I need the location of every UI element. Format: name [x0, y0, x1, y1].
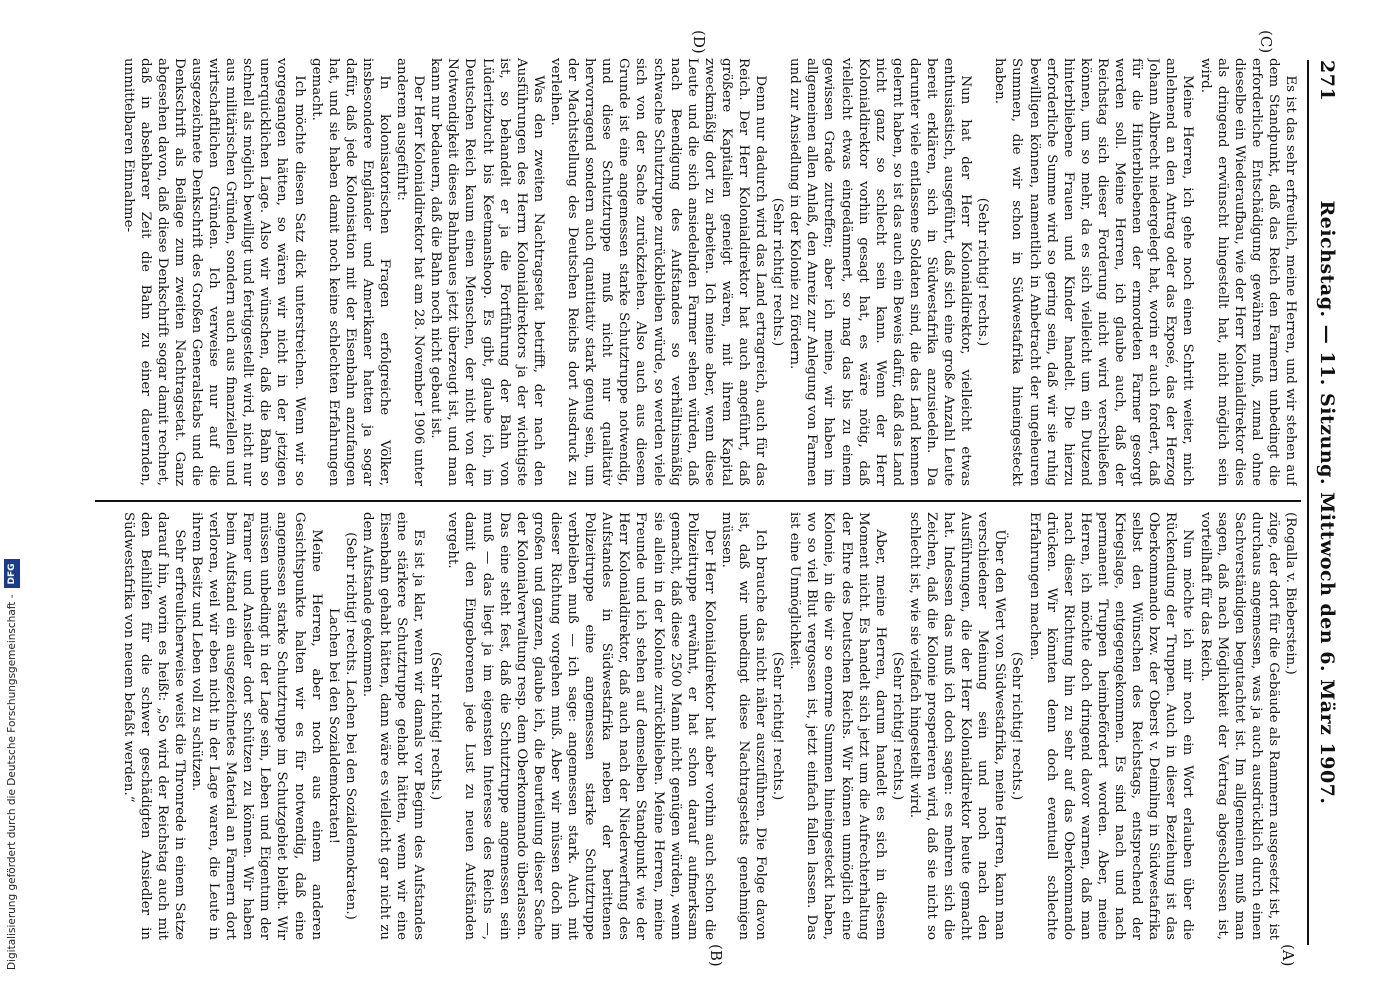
interjection: (Sehr richtig! rechts.)	[428, 651, 444, 801]
paragraph: Der Herr Kolonialdirektor hat am 28. November 1906 unter anderem ausgeführt:	[394, 58, 427, 486]
page-number: 271	[1316, 60, 1338, 102]
paragraph: Nun möchte ich mir noch ein Wort erlauben über die Rückendung der Truppen. Auch in dieser Beziehung ist das Oberkommando bzw. der Oberst v. Deimling in Südwestafrika selbst den Wünschen des Reichstags, entsprechend der Kriegslage, entgegengekommen. Es sind nach und nach permanent Truppen heimbefördert worden. Aber, meine Herren, ich möchte doch dringend davor warnen, daß man nach dieser Richtung hin zu sehr auf das Oberkommando drücken. Wir könnten denn doch eventuell schlechte Erfahrungen machen.	[1026, 512, 1196, 940]
margin-marker-b: (B)	[707, 944, 725, 967]
paragraph: Der Herr Kolonialdirektor hat aber vorhin auch schon die Polizeitruppe erwähnt, er hat schon darauf aufmerksam gemacht, daß diese 2500 Mann nicht genügen würden, wenn sie allein in der Kolonie zurückblieben. Meine Herren, meine Freunde und ich stehen auf demselben Standpunkt wie der Herr Kolonialdirektor, daß auch nach der Niederwerfung des Aufstandes in Südwestafrika neben der berittenen Polizeitruppe eine angemessen starke Schutztruppe verbleiben muß — ich sage: angemessen stark. Auch mit dieser Richtung vorgehen muß. Aber wir müssen doch im großen und ganzen, glaube ich, die Beurteilung dieser Sache der Kolonialverwaltung resp. dem Oberkommando überlassen. Das eine steht fest, daß die Schutztruppe angemessen sein muß — das liegt ja im eigensten Interesse des Reichs —, damit den Eingeborenen jede Lust zu neuen Aufständen vergeht.	[445, 512, 717, 940]
paragraph: Nun hat der Herr Kolonialdirektor, vielleicht etwas enthusiastisch, ausgeführt, daß sich eine große Anzahl Leute bereit erklären, sich in Südwestafrika anzusiedeln. Da darunter viele entlassene Soldaten sind, die das Land kennen gelernt haben, so ist das auch ein Beweis dafür, daß das Land nicht ganz so schlecht sein kann. Wenn der Herr Kolonialdirektor vorhin gesagt hat, es wäre nötig, daß vielleicht etwas eingedämmert, so mag das bis zu einem gewissen Grade zutreffen; aber ich meine, wir haben im allgemeinen allen Anlaß, den Anreiz zur Anlegung von Farmen und zur Ansiedlung in der Kolonie zu fördern.	[787, 58, 974, 486]
margin-marker-d: (D)	[690, 30, 708, 54]
margin-marker-c: (C)	[1257, 30, 1275, 54]
credit-text: Digitalisierung gefördert durch die Deutsche Forschungsgemeinschaft -	[6, 594, 18, 970]
interjection: Lachen bei den Sozialdemokraten!	[325, 607, 341, 845]
paragraph: Es ist das sehr erfreulich, meine Herren, und wir stehen auf dem Standpunkt, daß das Reich den Farmern unbedingt die erforderliche Entschädigung gewähren muß, zumal ohne dieselbe ein Wiederaufbau, wie der Herr Kolonialdirektor dies als dringend erwünscht hingestellt hat, nicht möglich sein wird.	[1197, 58, 1298, 486]
interjection: (Sehr richtig! rechts.)	[889, 651, 905, 801]
paragraph: (Rogalla v. Bieberstein.)	[1283, 512, 1298, 675]
paragraph: Aber, meine Herren, darum handelt es sich in diesem Moment nicht. Es handelt sich jetzt um die Aufrechterhaltung der Ehre des Deutschen Reichs. Wir können unmöglich eine Kolonie, in die wir so enorme Summen hineingesteckt haben, wo so viel Blut vergossen ist, jetzt einfach fallen lassen. Das ist eine Unmöglichkeit.	[787, 512, 888, 940]
header-rule	[1307, 60, 1309, 945]
interjection: (Sehr richtig! rechts.)	[975, 197, 991, 347]
paragraph: Was den zweiten Nachtragsetat betrifft, der nach den Ausführungen des Herrn Kolonialdirektors ja der wichtigste ist, so behandelt er ja die Fortführung der Bahn von Lüderitzbucht bis Keetmanshoop. Es gibt, glaube ich, im Deutschen Reich kaum einen Menschen, der nicht von der Notwendigkeit dieses Bahnbaues jetzt überzeugt ist, und man kann nur bedauern, daß die Bahn noch nicht gebaut ist.	[428, 58, 546, 486]
interjection: (Sehr richtig! rechts.)	[770, 651, 786, 801]
digitization-credit	[0, 0, 24, 1000]
paragraph: Meine Herren, ich gehe noch einen Schritt weiter, mich anlehnend an den Antrag oder das Exposé, das der Herzog Johann Albrecht niedergelegt hat, worin er auch fordert, daß für die Hinterbliebenen der ermordeten Farmer gesorgt werden soll. Meine Herren, ich glaube auch, daß der Reichstag sich dieser Forderung nicht wird verschließen können, um so mehr, da es sich vielleicht um ein Dutzend hinterbliebene Frauen und Kinder handelt. Die hierzu erforderliche Summe wird so gering sein, daß wir sie ruhig bewilligen können, namentlich in Anbetracht der ungeheuren Summen, die wir schon in Südwestafrika hineingesteckt haben.	[992, 58, 1196, 486]
paragraph: Über den Wert von Südwestafrika, meine Herren, kann man verschiedener Meinung sein und noch nach den Ausführungen, die der Herr Kolonialdirektor heute gemacht hat. Indessen das muß ich doch sagen: es mehren sich die Zeichen, daß die Kolonie prosperieren wird, daß sie nicht so schlecht ist, wie sie vielfach hingestellt wird.	[906, 512, 1008, 940]
interjection: (Sehr richtig! rechts.)	[770, 197, 786, 347]
paragraph: züge, der dort für die Gebäude als Rammern ausgesetzt ist, ist durchaus angemessen, was ja auch ausdrücklich durch einen Sachverständigen begutachtet ist. Im allgemeinen muß man sagen, daß nach Möglichkeit der Vertrag abgeschlossen ist, vorteilhaft für das Reich.	[1197, 512, 1281, 940]
margin-marker-a: (A)	[1279, 944, 1297, 967]
paragraph: Ich brauche das nicht näher auszuführen. Die Folge davon ist, daß wir unbedingt diese Nachtragsetats genehmigen müssen.	[718, 512, 769, 940]
interjection: (Sehr richtig! rechts. Lachen bei den Sozialdemokraten.)	[342, 532, 358, 920]
paragraph: Es ist ja klar, wenn wir damals vor Beginn des Aufstandes eine stärkere Schutztruppe gehabt hätten, wenn wir eine Eisenbahn gehabt hätten, dann wäre es vielleicht gar nicht zu dem Aufstande gekommen.	[359, 512, 427, 940]
text-column-left	[95, 512, 1299, 940]
interjection: (Sehr richtig! rechts.)	[1009, 651, 1025, 801]
page-header	[1312, 60, 1338, 945]
paragraph: In kolonisatorischen Fragen erfolgreiche Völker, insbesondere Engländer und Amerikaner hatten ja sogar dafür, daß jede Kolonisation mit der Eisenbahn anzufangen hat, und sie haben damit noch keine schlechten Erfahrungen gemacht.	[308, 58, 393, 486]
column-divider	[95, 500, 1301, 502]
text-column-right	[95, 58, 1299, 486]
paragraph: Ich möchte diesen Satz dick unterstreichen. Wenn wir so vorgegangen hätten, so wären wir nicht in der jetzigen unerquicklichen Lage. Also wir wünschen, daß die Bahn so schnell als möglich bewilligt und fertiggestellt wird, nicht nur aus militärischen Gründen, sondern auch aus finanziellen und wirtschaftlichen Gründen. Ich verweise nur auf die ausgezeichnete Denkschrift des Großen Generalstabs und die Denkschrift als Beilage zum zweiten Nachtragsetat. Ganz abgesehen davon, daß diese Denkschrift sogar damit rechnet, daß in absehbarer Zeit die Bahn zu einer dauernden, unmittelbaren Einnahme-	[120, 58, 307, 486]
paragraph: Meine Herren, aber noch aus einem anderen Gesichtspunkte halten wir es für notwendig, daß eine angemessen starke Schutztruppe im Schutzgebiet bleibt. Wir müssen unbedingt in der Lage sein, Leben und Eigentum der Farmer und Ansiedler dort schützen zu können. Wir haben beim Aufstand ein ausgezeichnetes Material an Farmern dort verloren, weil wir eben nicht in der Lage waren, die Leute in ihrem Besitz und Leben voll zu schützen.	[189, 512, 324, 940]
paragraph: Denn nur dadurch wird das Land ertragreich, auch für das Reich. Der Herr Kolonialdirektor hat auch angeführt, daß größere Kapitalien geneigt wären, mit ihrem Kapital zweckmäßig dort zu arbeiten. Ich meine aber, wenn diese Leute und die sich ansiedelnden Farmer sehen würden, daß nach Beendigung des Aufstandes so verhältnismäßig schwache Schutztruppe zurückbleiben würde, so werden viele sich von der Sache zurückziehen. Also auch aus diesem Grunde ist eine angemessen starke Schutztruppe notwendig, und diese Schutztruppe muß nicht nur qualitativ hervorragend sondern auch quantitativ stark genug sein, um der Machtstellung des Deutschen Reichs dort Ausdruck zu verleihen.	[547, 58, 769, 486]
running-title: Reichstag. — 11. Sitzung. Mittwoch den 6. März 1907.	[1316, 200, 1338, 805]
paragraph: Sehr erfreulicherweise weist die Thronrede in einem Satze darauf hin, worin es heißt: „So wird der Reichstag auch mit den Beihilfen für die schwer geschädigten Ansiedler in Südwestafrika von neuem befaßt werden.“	[120, 512, 187, 940]
dfg-logo: DFG	[4, 559, 20, 588]
